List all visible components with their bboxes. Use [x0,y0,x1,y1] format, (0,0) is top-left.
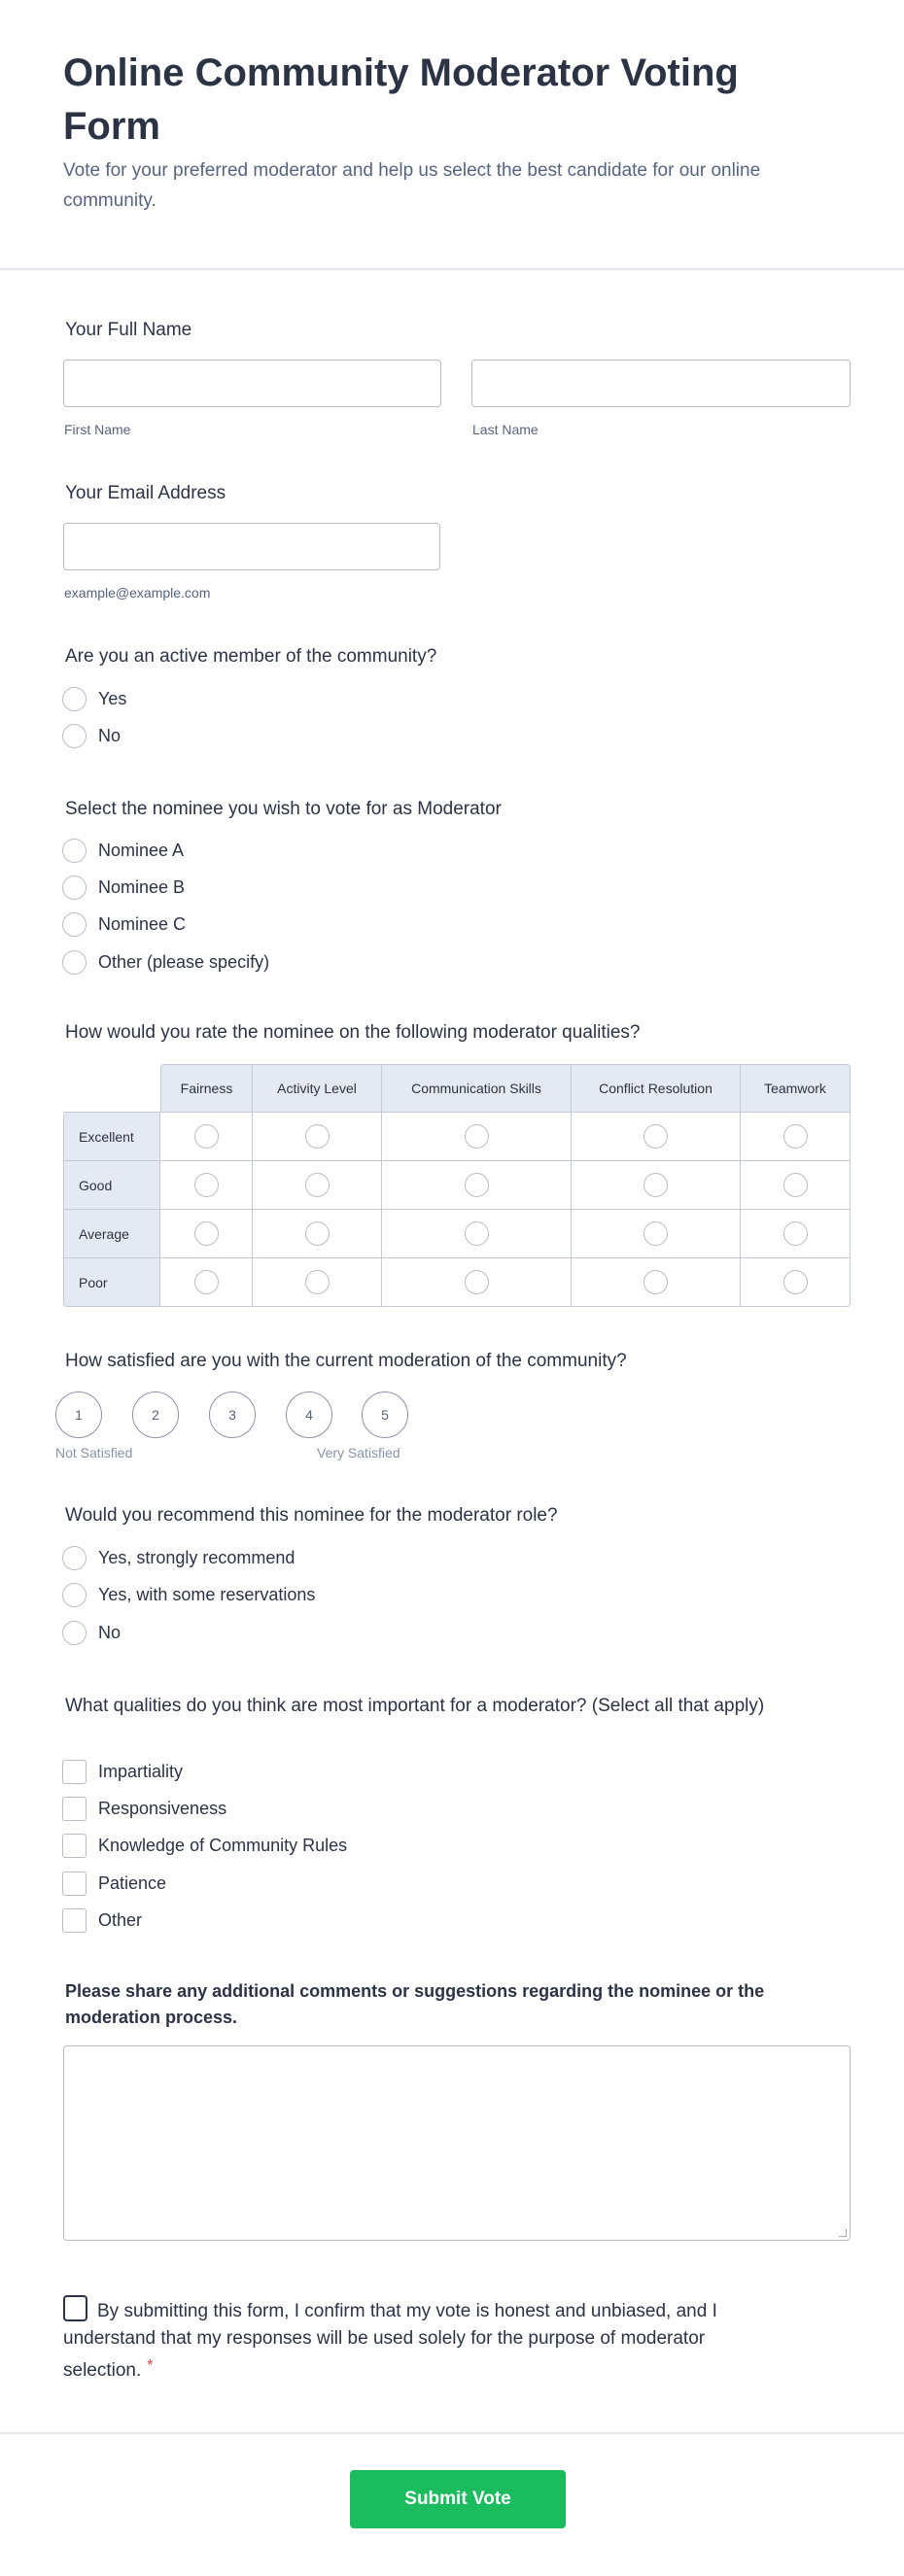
scale-max-label: Very Satisfied [317,1445,400,1460]
matrix-column-header: Communication Skills [382,1064,572,1113]
matrix-radio[interactable] [783,1173,808,1197]
quality-option-knowledge[interactable] [62,1833,347,1858]
first-name-input[interactable] [63,360,441,407]
email-sublabel: example@example.com [64,585,211,601]
matrix-radio[interactable] [194,1124,219,1149]
rating-matrix [63,1064,851,1307]
matrix-column-header: Teamwork [741,1064,851,1113]
quality-option-impartiality[interactable] [62,1759,183,1784]
option-label: Nominee A [98,840,185,860]
scale-option-2[interactable]: 2 [132,1391,179,1438]
nominee-option-c[interactable] [62,911,186,937]
active-member-option-yes[interactable] [62,686,126,711]
matrix-radio[interactable] [643,1124,668,1149]
matrix-radio[interactable] [194,1173,219,1197]
footer-divider [0,2432,904,2434]
option-label: Yes, with some reservations [98,1584,316,1604]
option-label: No [98,725,122,745]
nominee-option-a[interactable] [62,838,184,863]
email-input[interactable] [63,523,440,570]
matrix-radio[interactable] [305,1124,330,1149]
radio-button[interactable] [62,687,87,711]
matrix-radio[interactable] [305,1221,330,1246]
comments-textarea[interactable] [63,2045,851,2241]
quality-option-responsiveness[interactable] [62,1796,226,1821]
quality-option-other[interactable] [62,1907,142,1933]
recommend-label: Would you recommend this nominee for the moderator role? [65,1505,558,1526]
matrix-radio[interactable] [465,1173,489,1197]
matrix-label: How would you rate the nominee on the following moderator qualities? [65,1022,641,1043]
option-label: Patience [98,1872,167,1893]
matrix-radio[interactable] [305,1173,330,1197]
option-label: Knowledge of Community Rules [98,1835,348,1855]
option-label: Nominee C [98,913,187,934]
radio-button[interactable] [62,876,87,900]
matrix-radio[interactable] [643,1173,668,1197]
option-label: No [98,1622,122,1642]
checkbox[interactable] [62,1760,87,1784]
recommend-option-no[interactable] [62,1620,121,1645]
active-member-option-no[interactable] [62,723,121,748]
consent-text: By submitting this form, I confirm that my vote is honest and unbiased, and I understand that my responses will be used solely for the purpose of moderator selection. [63,2301,717,2381]
radio-button[interactable] [62,912,87,937]
radio-button[interactable] [62,724,87,748]
matrix-row-label: Good [63,1161,160,1210]
form-title: Online Community Moderator Voting Form [63,52,739,148]
option-label: Responsiveness [98,1798,227,1818]
email-label: Your Email Address [65,483,226,503]
form-description: Vote for your preferred moderator and help us select the best candidate for our online community. [63,160,761,211]
matrix-column-header: Fairness [160,1064,253,1113]
option-label: Other (please specify) [98,951,270,972]
option-label: Nominee B [98,876,186,897]
matrix-row-label: Excellent [63,1113,160,1161]
full-name-label: Your Full Name [65,320,192,340]
option-label: Impartiality [98,1761,184,1781]
submit-vote-button[interactable]: Submit Vote [350,2470,566,2528]
matrix-radio[interactable] [465,1221,489,1246]
matrix-radio[interactable] [643,1270,668,1294]
scale-min-label: Not Satisfied [55,1445,133,1460]
consent-checkbox[interactable] [63,2295,87,2321]
last-name-input[interactable] [471,360,851,407]
nominee-label: Select the nominee you wish to vote for as Moderator [65,799,502,819]
matrix-row-label: Poor [63,1258,160,1307]
header-divider [0,268,904,270]
checkbox[interactable] [62,1908,87,1933]
recommend-option-strongly[interactable] [62,1545,295,1570]
recommend-option-reservations[interactable] [62,1582,315,1607]
satisfaction-label: How satisfied are you with the current moderation of the community? [65,1351,627,1371]
matrix-radio[interactable] [783,1270,808,1294]
radio-button[interactable] [62,1546,87,1570]
quality-option-patience[interactable] [62,1871,166,1896]
scale-option-5[interactable]: 5 [362,1391,408,1438]
option-label: Other [98,1909,143,1930]
resize-handle-icon[interactable] [839,2229,847,2237]
radio-button[interactable] [62,1583,87,1607]
required-asterisk: * [147,2357,154,2374]
radio-button[interactable] [62,1621,87,1645]
matrix-radio[interactable] [305,1270,330,1294]
matrix-radio[interactable] [465,1124,489,1149]
radio-button[interactable] [62,950,87,975]
matrix-corner [63,1064,160,1113]
matrix-row-label: Average [63,1210,160,1258]
option-label: Yes, strongly recommend [98,1547,296,1567]
nominee-option-other[interactable] [62,949,269,975]
first-name-sublabel: First Name [64,422,131,437]
qualities-label: What qualities do you think are most important for a moderator? (Select all that apply) [65,1696,765,1716]
matrix-radio[interactable] [194,1270,219,1294]
scale-option-1[interactable]: 1 [55,1391,102,1438]
matrix-radio[interactable] [194,1221,219,1246]
consent-checkbox-row[interactable] [63,2295,782,2385]
scale-option-3[interactable]: 3 [209,1391,256,1438]
checkbox[interactable] [62,1797,87,1821]
active-member-label: Are you an active member of the community? [65,646,437,667]
checkbox[interactable] [62,1834,87,1858]
nominee-option-b[interactable] [62,875,185,900]
option-label: Yes [98,688,127,708]
last-name-sublabel: Last Name [472,422,539,437]
matrix-radio[interactable] [783,1124,808,1149]
comments-label: Please share any additional comments or suggestions regarding the nominee or the moderation process. [65,1981,765,2027]
matrix-column-header: Activity Level [253,1064,382,1113]
checkbox[interactable] [62,1872,87,1896]
radio-button[interactable] [62,839,87,863]
matrix-radio[interactable] [783,1221,808,1246]
matrix-column-header: Conflict Resolution [572,1064,741,1113]
matrix-radio[interactable] [465,1270,489,1294]
scale-option-4[interactable]: 4 [286,1391,332,1438]
matrix-radio[interactable] [643,1221,668,1246]
